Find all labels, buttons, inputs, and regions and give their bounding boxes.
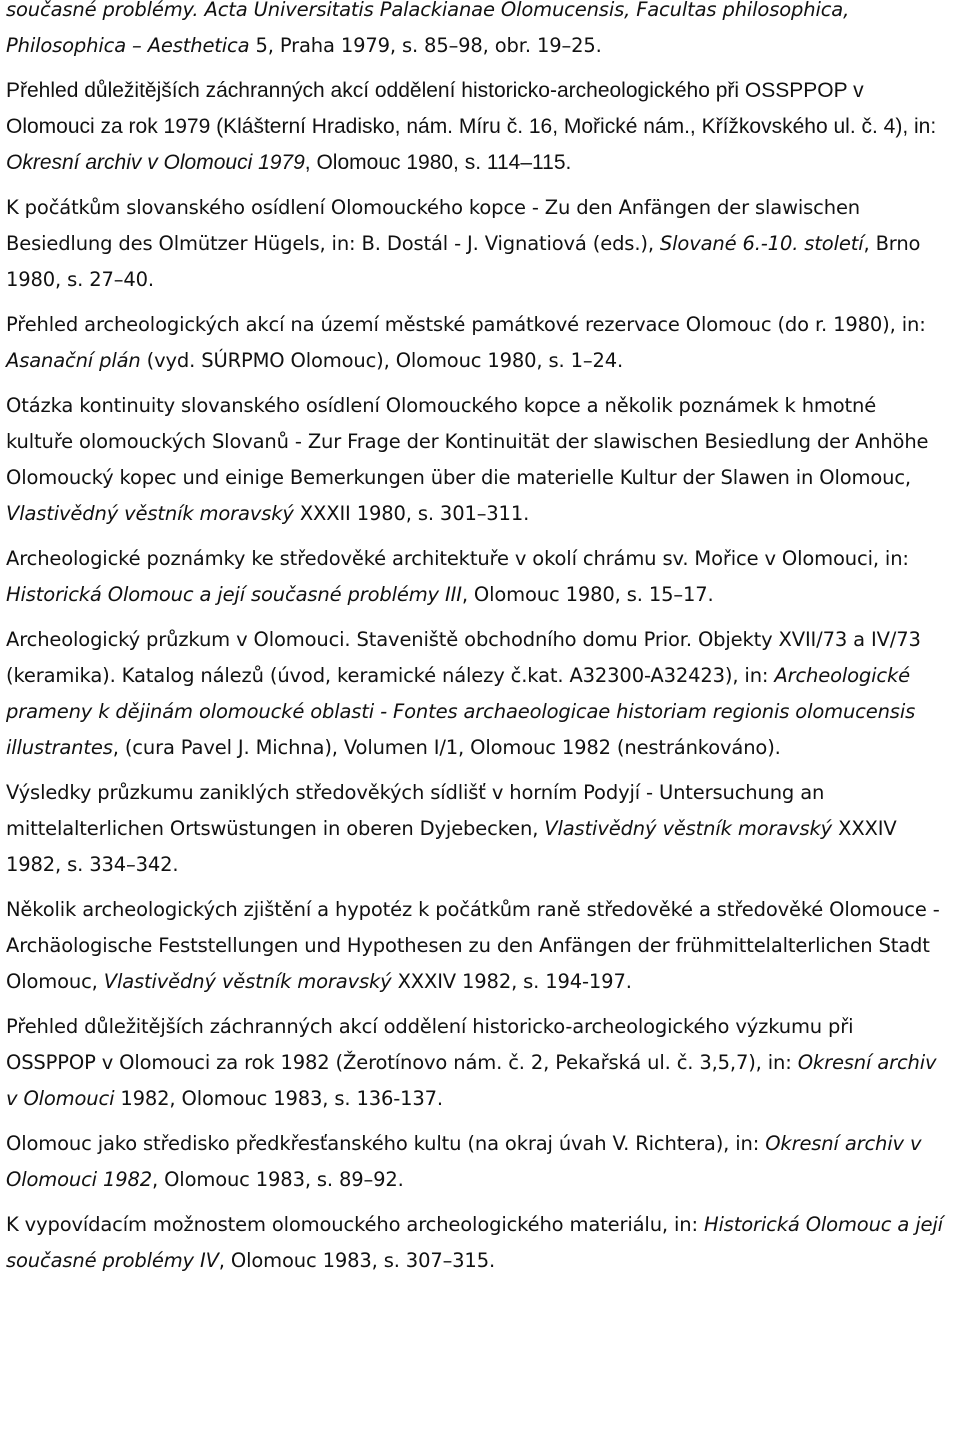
entry-italic-text: Historická Olomouc a její současné problémy III [6, 583, 462, 606]
entry-text: , Brno 1980, s. 27–40. [6, 232, 921, 291]
entry-italic-text: Okresní archiv v Olomouci 1982 [6, 1132, 922, 1191]
entry-italic-text: Vlastivědný věstník moravský [6, 502, 294, 525]
entry-text: (vyd. SÚRPMO Olomouc), Olomouc 1980, s. 1–24. [140, 349, 624, 372]
entry-text: K počátkům slovanského osídlení Olomouckého kopce - Zu den Anfängen der slawischen Besiedlung des Olmützer Hügels, in: B. Dostál - J. Vignatiová (eds.), [6, 196, 861, 255]
entry-text: Archeologický průzkum v Olomouci. Staveniště obchodního domu Prior. Objekty XVII/73 a IV/73 (keramika). Katalog nálezů (úvod, keramické nálezy č.kat. A32300-A32423), in: [6, 628, 921, 687]
entry-italic-text: Okresní archiv v Olomouci 1979 [6, 151, 305, 174]
entry-text: XXXIV 1982, s. 334–342. [6, 817, 897, 876]
entry-text: Archeologické poznámky ke středověké architektuře v okolí chrámu sv. Mořice v Olomouci, in: [6, 547, 909, 570]
entry-text: XXXIV 1982, s. 194-197. [391, 970, 632, 993]
entry-italic-text: Archeologické prameny k dějinám olomoucké oblasti - Fontes archaeologicae historiam regionis olomucensis illustrantes [6, 664, 916, 759]
entry-italic-text: Vlastivědný věstník moravský [103, 970, 392, 993]
entry-text: , Olomouc 1983, s. 89–92. [152, 1168, 404, 1191]
entry-text: , Olomouc 1980, s. 114–115. [304, 151, 572, 174]
bibliography-entry [6, 388, 946, 532]
entry-text: Přehled důležitějších záchranných akcí oddělení historicko-archeologického výzkumu při OSSPPOP v Olomouci za rok 1982 (Žerotínovo nám. č. 2, Pekařská ul. č. 3,5,7), in: [6, 1015, 854, 1074]
bibliography-entry [6, 190, 946, 298]
entry-italic-text: Asanační plán [6, 349, 141, 372]
entry-italic-text: Vlastivědný věstník moravský [544, 817, 833, 840]
entry-italic-text: Okresní archiv v Olomouci [6, 1051, 937, 1110]
entry-text: , Olomouc 1980, s. 15–17. [461, 583, 714, 606]
bibliography-entry [6, 0, 946, 64]
bibliography-entry [6, 622, 946, 766]
bibliography-entry [6, 1207, 946, 1279]
bibliography-entry [6, 307, 946, 379]
entry-text: Přehled důležitějších záchranných akcí oddělení historicko-archeologického při OSSPPOP v Olomouci za rok 1979 (Klášterní Hradisko, nám. Míru č. 16, Mořické nám., Křížkovského ul. č. 4), in: [6, 79, 937, 138]
entry-text: K vypovídacím možnostem olomouckého archeologického materiálu, in: [6, 1213, 704, 1236]
bibliography-entry [6, 775, 946, 883]
entry-text: , Olomouc 1983, s. 307–315. [218, 1249, 495, 1272]
entry-text: Několik archeologických zjištění a hypotéz k počátkům raně středověké a středověké Olomouce - Archäologische Feststellungen und Hypothesen zu den Anfängen der frühmittelalterlichen Stadt Olomouc, [6, 898, 940, 993]
bibliography-entry [6, 541, 946, 613]
bibliography-entry [6, 1009, 946, 1117]
entry-text: Olomouc jako středisko předkřesťanského kultu (na okraj úvah V. Richtera), in: [6, 1132, 766, 1155]
entry-text: , (cura Pavel J. Michna), Volumen I/1, Olomouc 1982 (nestránkováno). [112, 736, 781, 759]
bibliography-entry [6, 1126, 946, 1198]
entry-text: 5, Praha 1979, s. 85–98, obr. 19–25. [249, 34, 602, 57]
entry-italic-text: Historická Olomouc a její současné problémy IV [6, 1213, 943, 1272]
entry-text: Otázka kontinuity slovanského osídlení Olomouckého kopce a několik poznámek k hmotné kultuře olomouckých Slovanů - Zur Frage der Kontinuität der slawischen Besiedlung der Anhöhe Olomoucký kopec und einige Bemerkungen über die materielle Kultur der Slawen in Olomouc, [6, 394, 929, 489]
entry-italic-text: současné problémy. Acta Universitatis Palackianae Olomucensis, Facultas philosophica, Philosophica – Aesthetica [6, 0, 850, 57]
entry-text: Přehled archeologických akcí na území městské památkové rezervace Olomouc (do r. 1980), in: [6, 313, 926, 336]
bibliography-entry [6, 73, 946, 181]
entry-text: XXXII 1980, s. 301–311. [293, 502, 530, 525]
entry-text: 1982, Olomouc 1983, s. 136-137. [114, 1087, 443, 1110]
entry-text: Výsledky průzkumu zaniklých středověkých sídlišť v horním Podyjí - Untersuchung an mittelalterlichen Ortswüstungen in oberen Dyjebecken, [6, 781, 825, 840]
bibliography-entry [6, 892, 946, 1000]
entry-italic-text: Slované 6.-10. století [659, 232, 864, 255]
